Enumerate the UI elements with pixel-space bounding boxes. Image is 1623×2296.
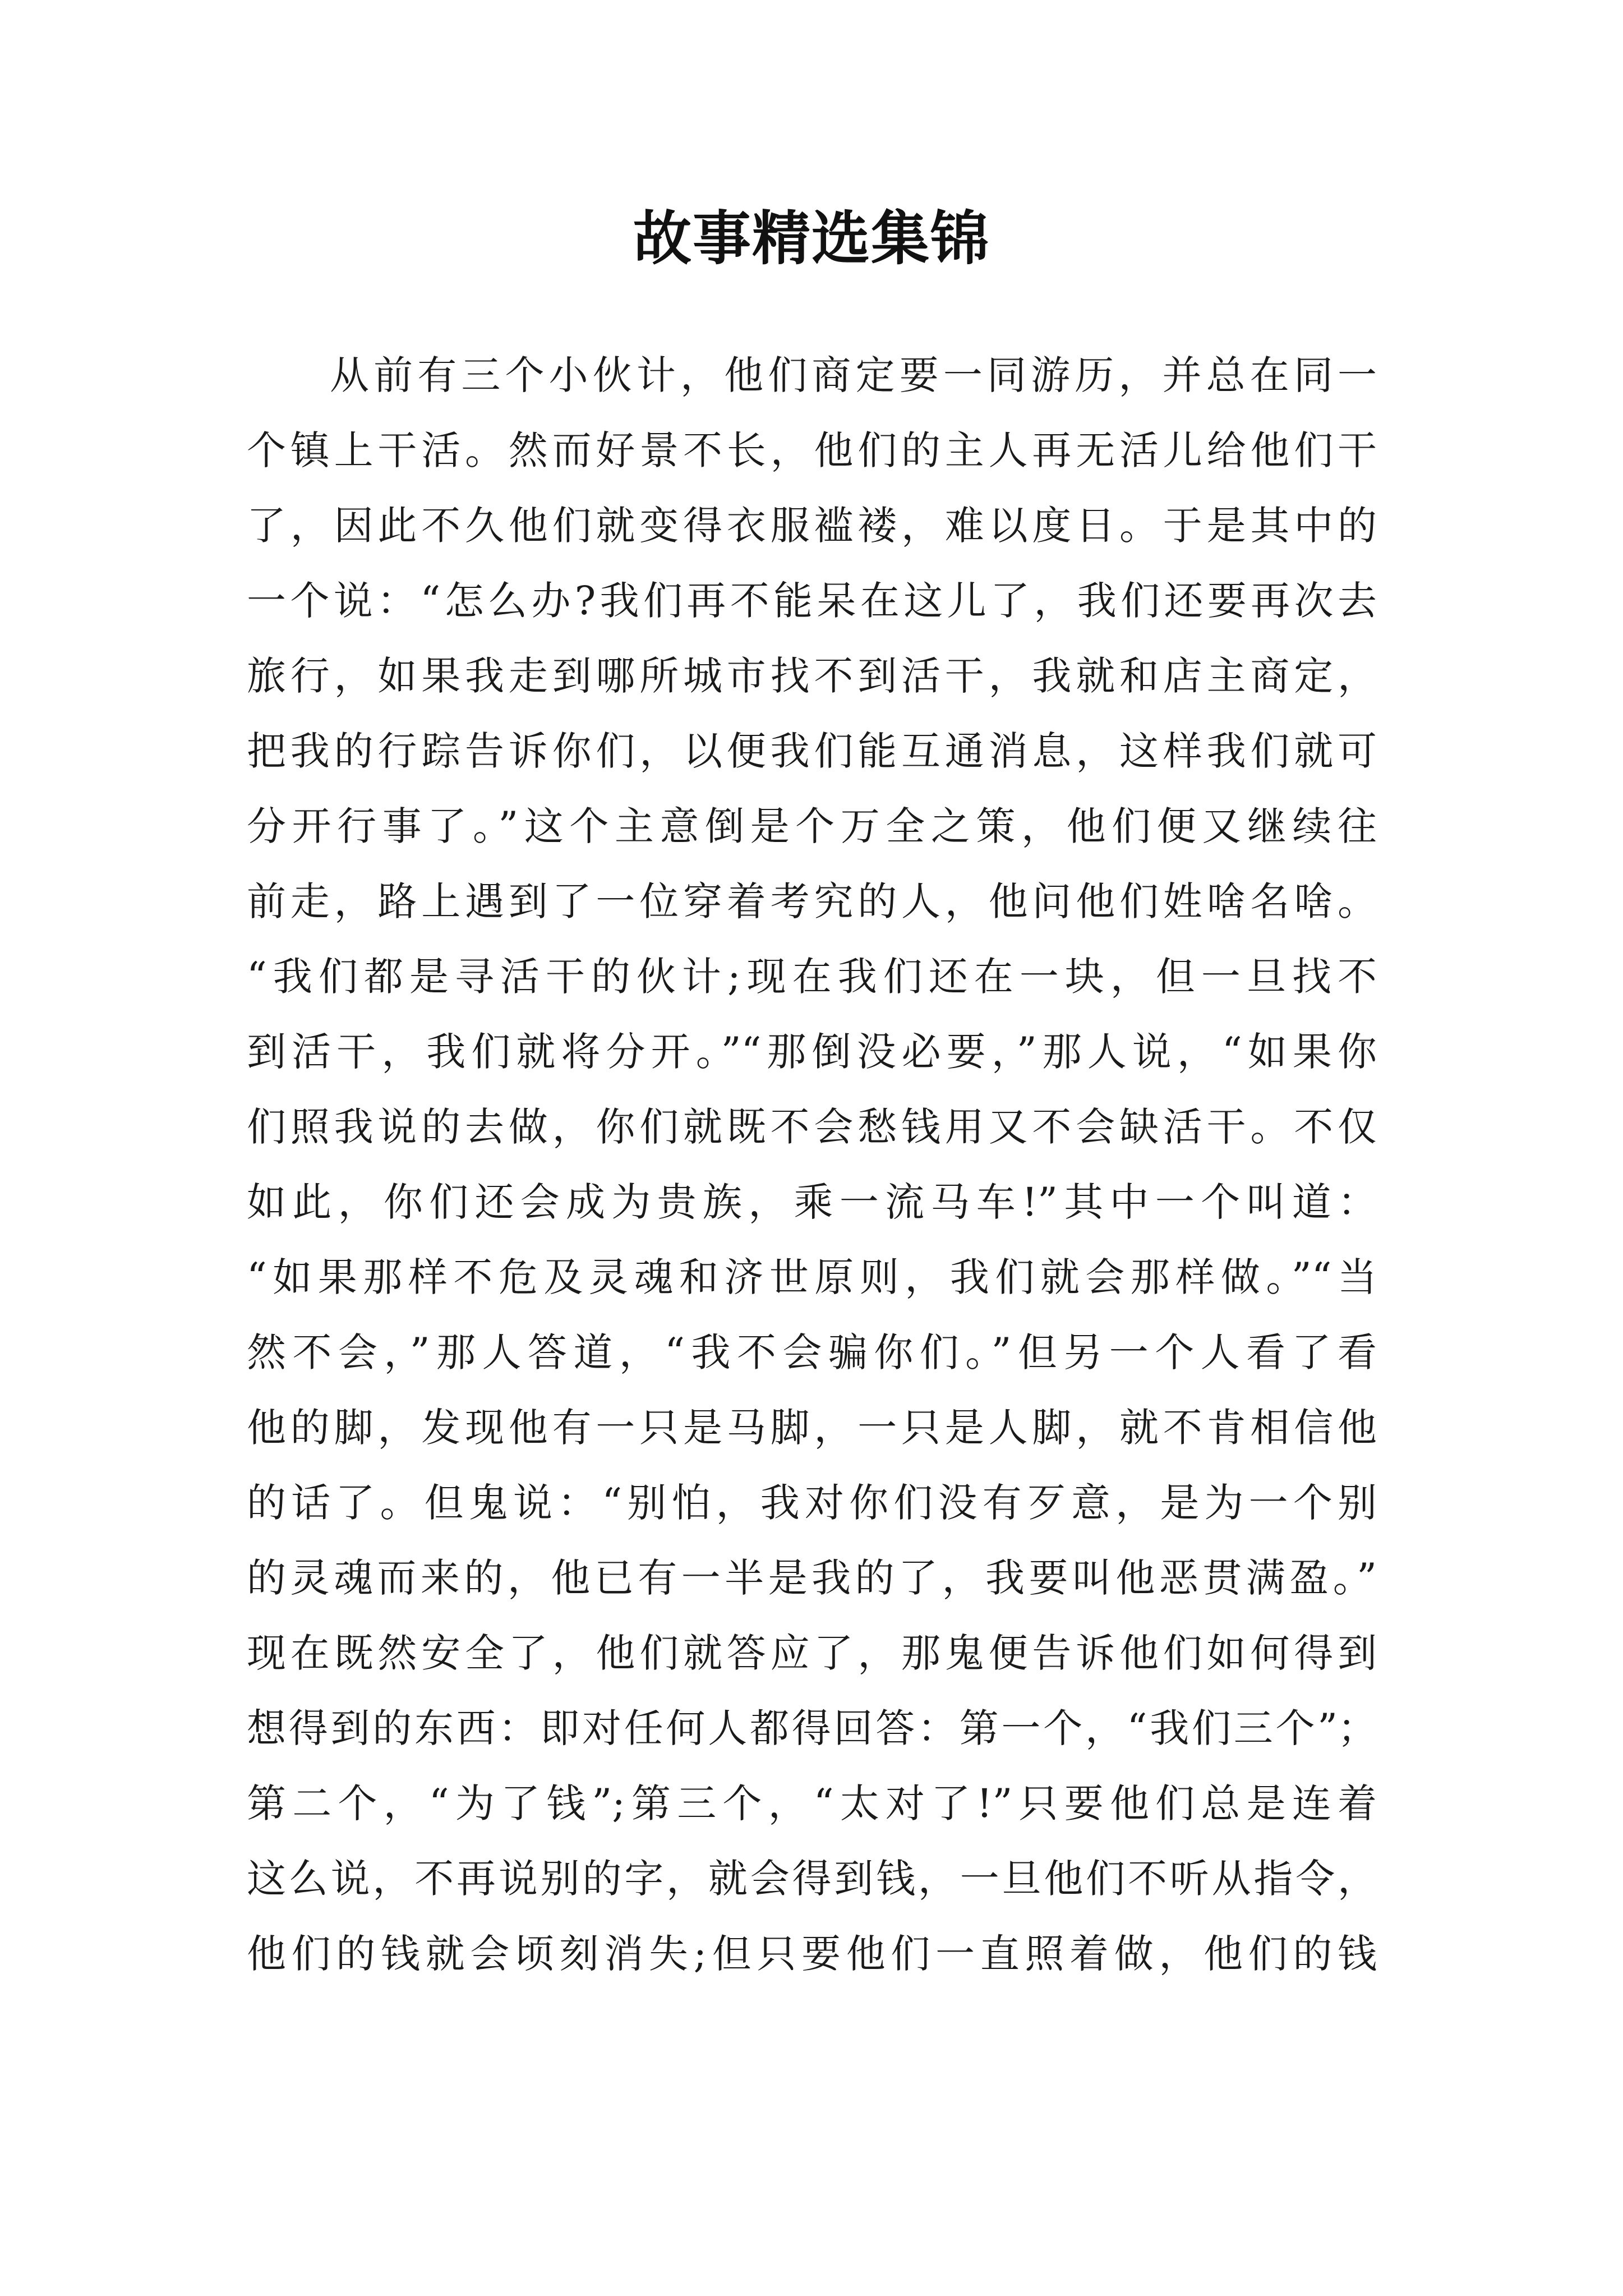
text-line: 这么说，不再说别的字，就会得到钱，一旦他们不听从指令， xyxy=(247,1856,1377,1902)
text-line: 个镇上干活。然而好景不长，他们的主人再无活儿给他们干 xyxy=(247,427,1377,473)
text-line: 他的脚，发现他有一只是马脚，一只是人脚，就不肯相信他 xyxy=(247,1405,1377,1451)
text-line: 前走，路上遇到了一位穿着考究的人，他问他们姓啥名啥。 xyxy=(247,878,1377,924)
text-line: 第二个，“为了钱”;第三个，“太对了!”只要他们总是连着 xyxy=(247,1780,1377,1826)
text-line: 了，因此不久他们就变得衣服褴褛，难以度日。于是其中的 xyxy=(247,503,1377,549)
text-line: 们照我说的去做，你们就既不会愁钱用又不会缺活干。不仅 xyxy=(247,1104,1377,1150)
text-line: 从前有三个小伙计，他们商定要一同游历，并总在同一 xyxy=(330,352,1377,398)
text-line: 然不会，”那人答道，“我不会骗你们。”但另一个人看了看 xyxy=(247,1329,1377,1375)
text-line: 他们的钱就会顷刻消失;但只要他们一直照着做，他们的钱 xyxy=(247,1931,1377,1977)
text-line: 把我的行踪告诉你们，以便我们能互通消息，这样我们就可 xyxy=(247,728,1377,774)
text-line: 旅行，如果我走到哪所城市找不到活干，我就和店主商定， xyxy=(247,653,1377,699)
text-line: 一个说：“怎么办?我们再不能呆在这儿了，我们还要再次去 xyxy=(247,578,1377,624)
document-title: 故事精选集锦 xyxy=(633,204,990,273)
text-line: 现在既然安全了，他们就答应了，那鬼便告诉他们如何得到 xyxy=(247,1630,1377,1676)
text-line: 到活干，我们就将分开。”“那倒没必要，”那人说，“如果你 xyxy=(247,1029,1377,1075)
text-line: 如此，你们还会成为贵族，乘一流马车!”其中一个叫道： xyxy=(247,1179,1377,1225)
text-line: 的话了。但鬼说：“别怕，我对你们没有歹意，是为一个别 xyxy=(247,1480,1377,1526)
text-line: “我们都是寻活干的伙计;现在我们还在一块，但一旦找不 xyxy=(247,954,1377,1000)
story-paragraph xyxy=(247,338,1377,1991)
text-line: 分开行事了。”这个主意倒是个万全之策，他们便又继续往 xyxy=(247,803,1377,849)
text-line: “如果那样不危及灵魂和济世原则，我们就会那样做。”“当 xyxy=(247,1254,1377,1300)
text-line: 想得到的东西：即对任何人都得回答：第一个，“我们三个”； xyxy=(247,1705,1377,1751)
text-line: 的灵魂而来的，他已有一半是我的了，我要叫他恶贯满盈。” xyxy=(247,1555,1377,1601)
